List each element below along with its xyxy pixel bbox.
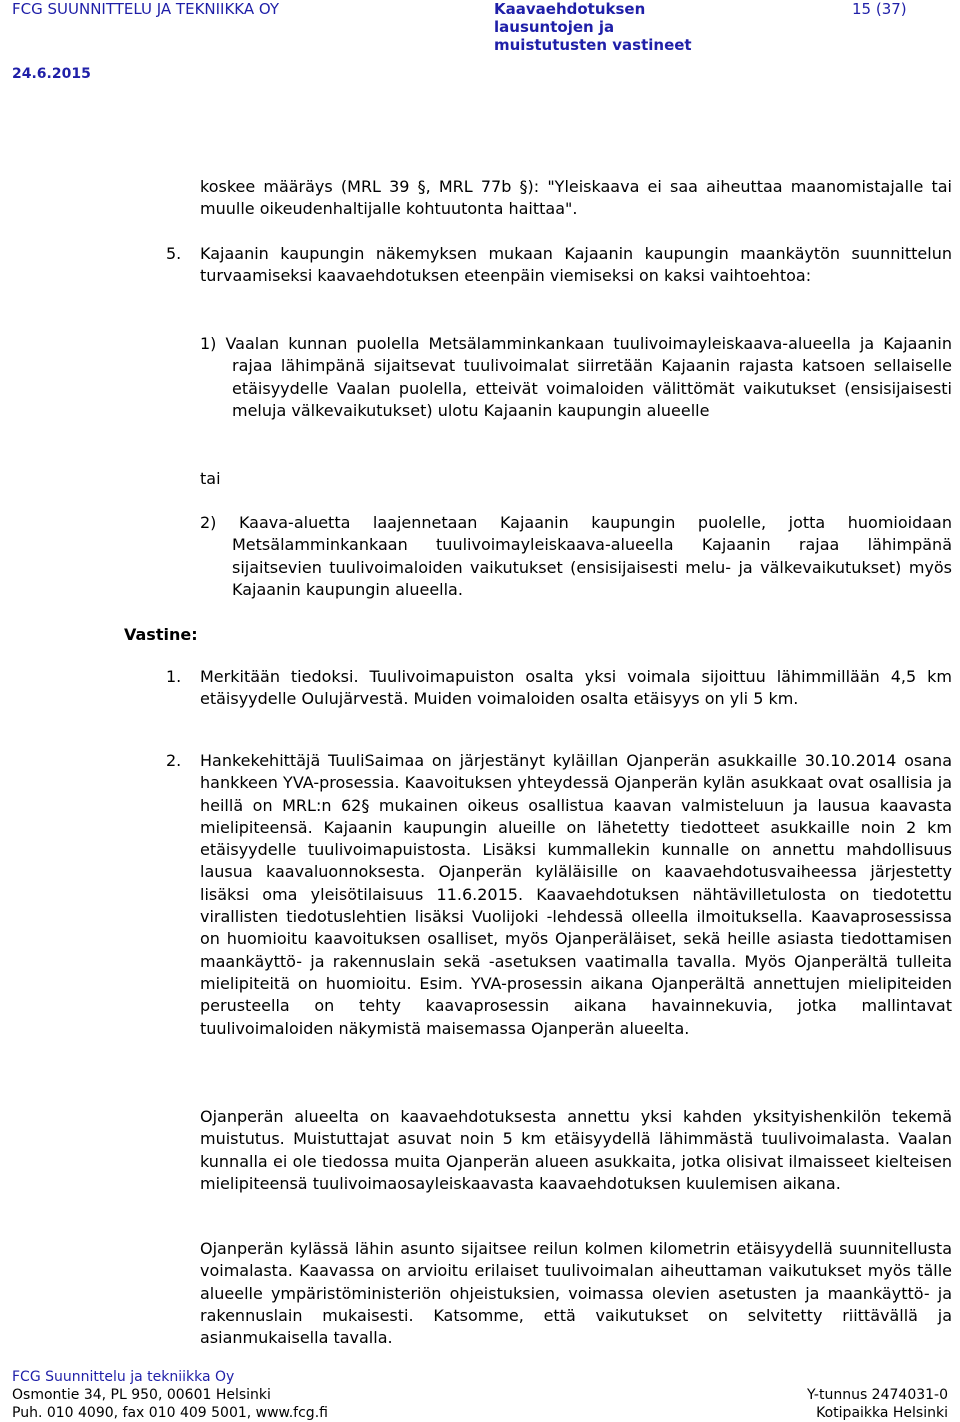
response-label: Vastine: <box>124 625 198 644</box>
option2-text: 2) Kaava-aluetta laajennetaan Kajaanin kaupungin puolelle, jotta huomioidaan Metsälamminkankaan tuulivoimayleiskaava-alueella Kajaanin rajaa lähimpänä sijaitsevien tuulivoimaloiden vaikutukset (ensisijaisesti melu- ja välkevaikutukset) myös Kajaanin kaupungin alueella. <box>200 513 952 599</box>
footer-company: FCG Suunnittelu ja tekniikka Oy <box>12 1369 235 1385</box>
footer-address: Osmontie 34, PL 950, 00601 Helsinki <box>12 1387 271 1403</box>
header-page-number: 15 (37) <box>852 0 907 18</box>
header-title-line3: muistutusten vastineet <box>494 36 692 54</box>
response-item1-number: 1. <box>166 667 182 686</box>
header-company: FCG SUUNNITTELU JA TEKNIIKKA OY <box>12 0 280 18</box>
response-item2-text: Hankekehittäjä TuuliSaimaa on järjestänyt kyläillan Ojanperän asukkaille 30.10.2014 osana hankkeen YVA-prosessia. Kaavoituksen yhteydessä Ojanperän kylän asukkaat ovat osallisia ja heillä on MRL:n 62§ mukainen oikeus osallistua kaavan valmisteluun ja lausua kaavasta mielipiteensä. Kajaanin kaupungin alueille on lähetetty tiedotteet asukkaille noin 2 km etäisyydelle tuulivoimapuistosta. Lisäksi kummallekin kunnalle on annettu mahdollisuus lausua kaavaluonnoksesta. Ojanperän kyläläisille on kaavaehdotusvaiheessa järjestetty lisäksi oma yleisötilaisuus 11.6.2015. Kaavaehdotuksen nähtävilletulosta on tiedotettu virallisten tiedotuslehtien lisäksi Vuolijoki -lehdessä olleella ilmoituksella. Kaavaprosessissa on huomioitu kaavoituksen osalliset, myös Ojanperäläiset, sekä heille asiasta tiedottamisen maankäyttö- ja rakennuslain sekä -asetuksen vaatimalla tavalla. Myös Ojanperältä tulleita mielipiteitä on huomioitu. Esim. YVA-prosessin aikana Ojanperältä annettujen mielipiteiden perusteella on tehty kaavaprosessin aikana havainnekuvia, jotka mallintavat tuulivoimaloiden näkymistä maisemassa Ojanperän alueelta. <box>200 751 952 1038</box>
response-paragraph-2: Ojanperän alueelta on kaavaehdotuksesta annettu yksi kahden yksityishenkilön tekemä muistutus. Muistuttajat asuvat noin 5 km etäisyydellä lähimmästä tuulivoimalasta. Vaalan kunnalla ei ole tiedossa muita Ojanperän alueen asukkaita, jotka olisivat ilmaisseet kielteisen mielipiteensä tuulivoimaosayleiskaavasta kaavaehdotuksen kuulemisen aikana. <box>200 1107 952 1193</box>
option1-text: 1) Vaalan kunnan puolella Metsälamminkankaan tuulivoimayleiskaava-alueella ja Kajaanin rajaa lähimpänä sijaitsevat tuulivoimalat siirretään Kajaanin rajasta katsoen sellaiselle etäisyydelle Vaalan puolella, etteivät voimaloiden välittömät vaikutukset (ensisijaisesti meluja välkevaikutukset) ulotu Kajaanin kaupungin alueelle <box>200 334 952 420</box>
option1 <box>200 333 952 422</box>
option2 <box>200 512 952 601</box>
page-header <box>0 0 960 100</box>
footer-domicile: Kotipaikka Helsinki <box>816 1405 948 1421</box>
header-date: 24.6.2015 <box>12 66 91 82</box>
or-separator: tai <box>200 469 221 488</box>
footer-business-id: Y-tunnus 2474031-0 <box>807 1387 948 1403</box>
item5-text: Kajaanin kaupungin näkemyksen mukaan Kajaanin kaupungin maankäytön suunnittelun turvaamiseksi kaavaehdotuksen eteenpäin viemiseksi on kaksi vaihtoehtoa: <box>200 244 952 286</box>
footer-contact: Puh. 010 4090, fax 010 409 5001, www.fcg.fi <box>12 1405 328 1421</box>
response-paragraph-3: Ojanperän kylässä lähin asunto sijaitsee reilun kolmen kilometrin etäisyydellä suunnitellusta voimalasta. Kaavassa on arvioitu erilaiset tuulivoimalan aiheuttaman vaikutukset myös tälle alueelle ympäristöministeriön ohjeistuksien, voimassa olevien asetusten ja maankäyttö- ja rakennuslain mukaisesti. Katsomme, että vaikutukset on selvitetty riittävällä ja asianmukaisella tavalla. <box>200 1239 952 1348</box>
header-title-line2: lausuntojen ja <box>494 18 615 36</box>
header-document-title <box>494 0 692 54</box>
response-item2-number: 2. <box>166 751 182 770</box>
intro-paragraph: koskee määräys (MRL 39 §, MRL 77b §): "Yleiskaava ei saa aiheuttaa maanomistajalle tai muulle oikeudenhaltijalle kohtuutonta haittaa". <box>200 177 952 219</box>
response-item1-text: Merkitään tiedoksi. Tuulivoimapuiston osalta yksi voimala sijoittuu lähimmillään 4,5 km etäisyydelle Oulujärvestä. Muiden voimaloiden osalta etäisyys on yli 5 km. <box>200 667 952 709</box>
header-title-line1: Kaavaehdotuksen <box>494 0 646 18</box>
item5-number: 5. <box>166 244 182 263</box>
